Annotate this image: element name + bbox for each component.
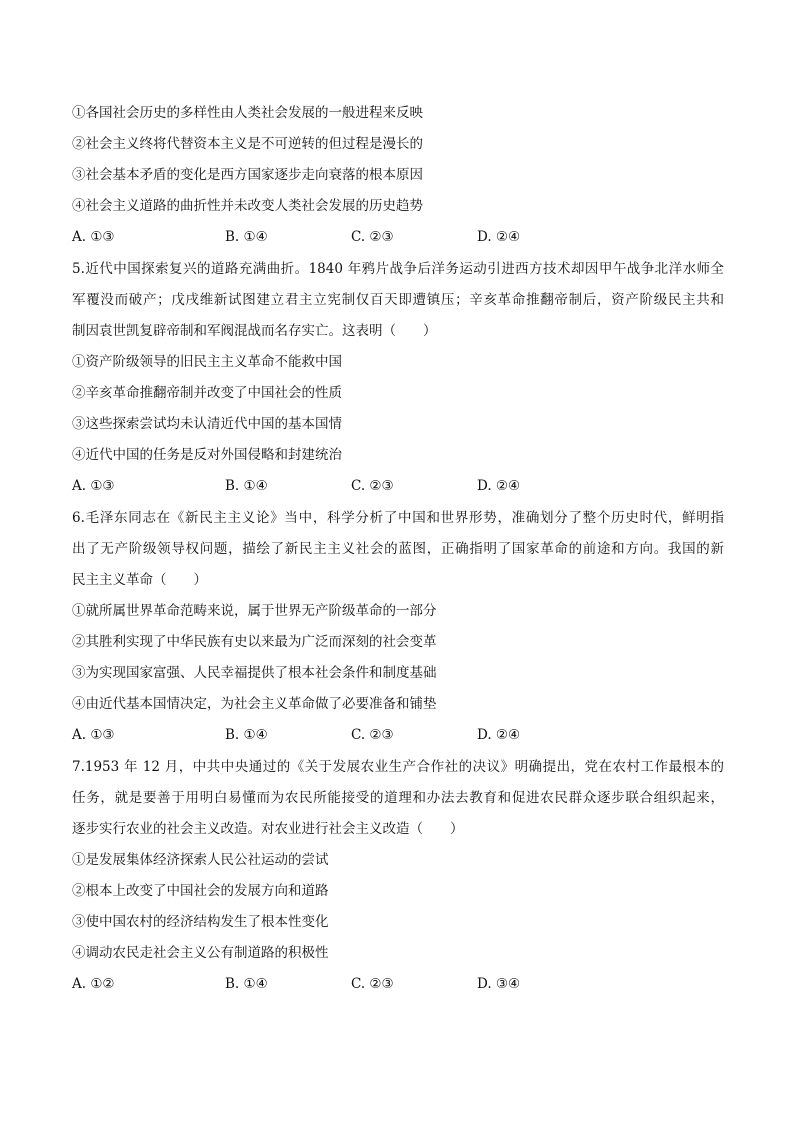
q7-option-2: ②根本上改变了中国社会的发展方向和道路 xyxy=(72,883,329,899)
q6-choice-c: C. ②③ xyxy=(351,727,394,743)
q4-option-3: ③社会基本矛盾的变化是西方国家逐步走向衰落的根本原因 xyxy=(72,167,423,183)
q7-choice-c: C. ②③ xyxy=(351,976,394,992)
q6-stem-line-2: 出了无产阶级领导权问题，描绘了新民主主义社会的蓝图，正确指明了国家革命的前途和方向。我国的新 xyxy=(72,541,724,557)
q6-choice-b: B. ①④ xyxy=(225,727,268,743)
q5-option-4: ④近代中国的任务是反对外国侵略和封建统治 xyxy=(72,447,342,463)
q5-choice-a: A. ①③ xyxy=(72,478,115,494)
q5-stem-line-3: 制因袁世凯复辟帝制和军阀混战而名存实亡。这表明（ ） xyxy=(72,323,437,339)
q6-stem-line-1: 6.毛泽东同志在《新民主主义论》当中，科学分析了中国和世界形势，准确划分了整个历史时代，鲜明指 xyxy=(72,510,724,526)
q7-option-1: ①是发展集体经济探索人民公社运动的尝试 xyxy=(72,852,329,868)
q6-option-3: ③为实现国家富强、人民幸福提供了根本社会条件和制度基础 xyxy=(72,665,437,681)
q7-stem-line-3: 逐步实行农业的社会主义改造。对农业进行社会主义改造（ ） xyxy=(72,821,464,837)
q5-option-1: ①资产阶级领导的旧民主主义革命不能救中国 xyxy=(72,354,342,370)
q5-stem-line-2: 军覆没而破产；戊戌维新试图建立君主立宪制仅百天即遭镇压；辛亥革命推翻帝制后，资产阶级民主共和 xyxy=(72,292,724,308)
q4-choice-b: B. ①④ xyxy=(225,229,268,245)
q7-stem-line-1: 7.1953 年 12 月，中共中央通过的《关于发展农业生产合作社的决议》明确提出，党在农村工作最根本的 xyxy=(72,759,724,775)
q4-choice-a: A. ①③ xyxy=(72,229,115,245)
q5-option-2: ②辛亥革命推翻帝制并改变了中国社会的性质 xyxy=(72,385,342,401)
q6-stem-line-3: 民主主义革命（ ） xyxy=(72,572,207,588)
q7-option-3: ③使中国农村的经济结构发生了根本性变化 xyxy=(72,914,329,930)
q4-choice-d: D. ②④ xyxy=(477,229,521,245)
q6-choice-d: D. ②④ xyxy=(477,727,521,743)
q5-stem-line-1: 5.近代中国探索复兴的道路充满曲折。1840 年鸦片战争后洋务运动引进西方技术却因甲午战争北洋水师全 xyxy=(72,261,724,277)
q5-choice-c: C. ②③ xyxy=(351,478,394,494)
q4-option-2: ②社会主义终将代替资本主义是不可逆转的但过程是漫长的 xyxy=(72,136,423,152)
q7-stem-line-2: 任务，就是要善于用明白易懂而为农民所能接受的道理和办法去教育和促进农民群众逐步联合组织起来， xyxy=(72,790,724,806)
q6-option-4: ④由近代基本国情决定，为社会主义革命做了必要准备和铺垫 xyxy=(72,696,437,712)
q7-choice-a: A. ①② xyxy=(72,976,115,992)
q4-choice-c: C. ②③ xyxy=(351,229,394,245)
q4-option-1: ①各国社会历史的多样性由人类社会发展的一般进程来反映 xyxy=(72,105,423,121)
q4-option-4: ④社会主义道路的曲折性并未改变人类社会发展的历史趋势 xyxy=(72,198,423,214)
q6-option-2: ②其胜利实现了中华民族有史以来最为广泛而深刻的社会变革 xyxy=(72,634,437,650)
q5-choice-b: B. ①④ xyxy=(225,478,268,494)
q7-choice-b: B. ①④ xyxy=(225,976,268,992)
q7-option-4: ④调动农民走社会主义公有制道路的积极性 xyxy=(72,945,329,961)
q6-choice-a: A. ①③ xyxy=(72,727,115,743)
q7-choice-d: D. ③④ xyxy=(477,976,521,992)
q5-choice-d: D. ②④ xyxy=(477,478,521,494)
q5-option-3: ③这些探索尝试均未认清近代中国的基本国情 xyxy=(72,416,342,432)
q6-option-1: ①就所属世界革命范畴来说，属于世界无产阶级革命的一部分 xyxy=(72,603,437,619)
